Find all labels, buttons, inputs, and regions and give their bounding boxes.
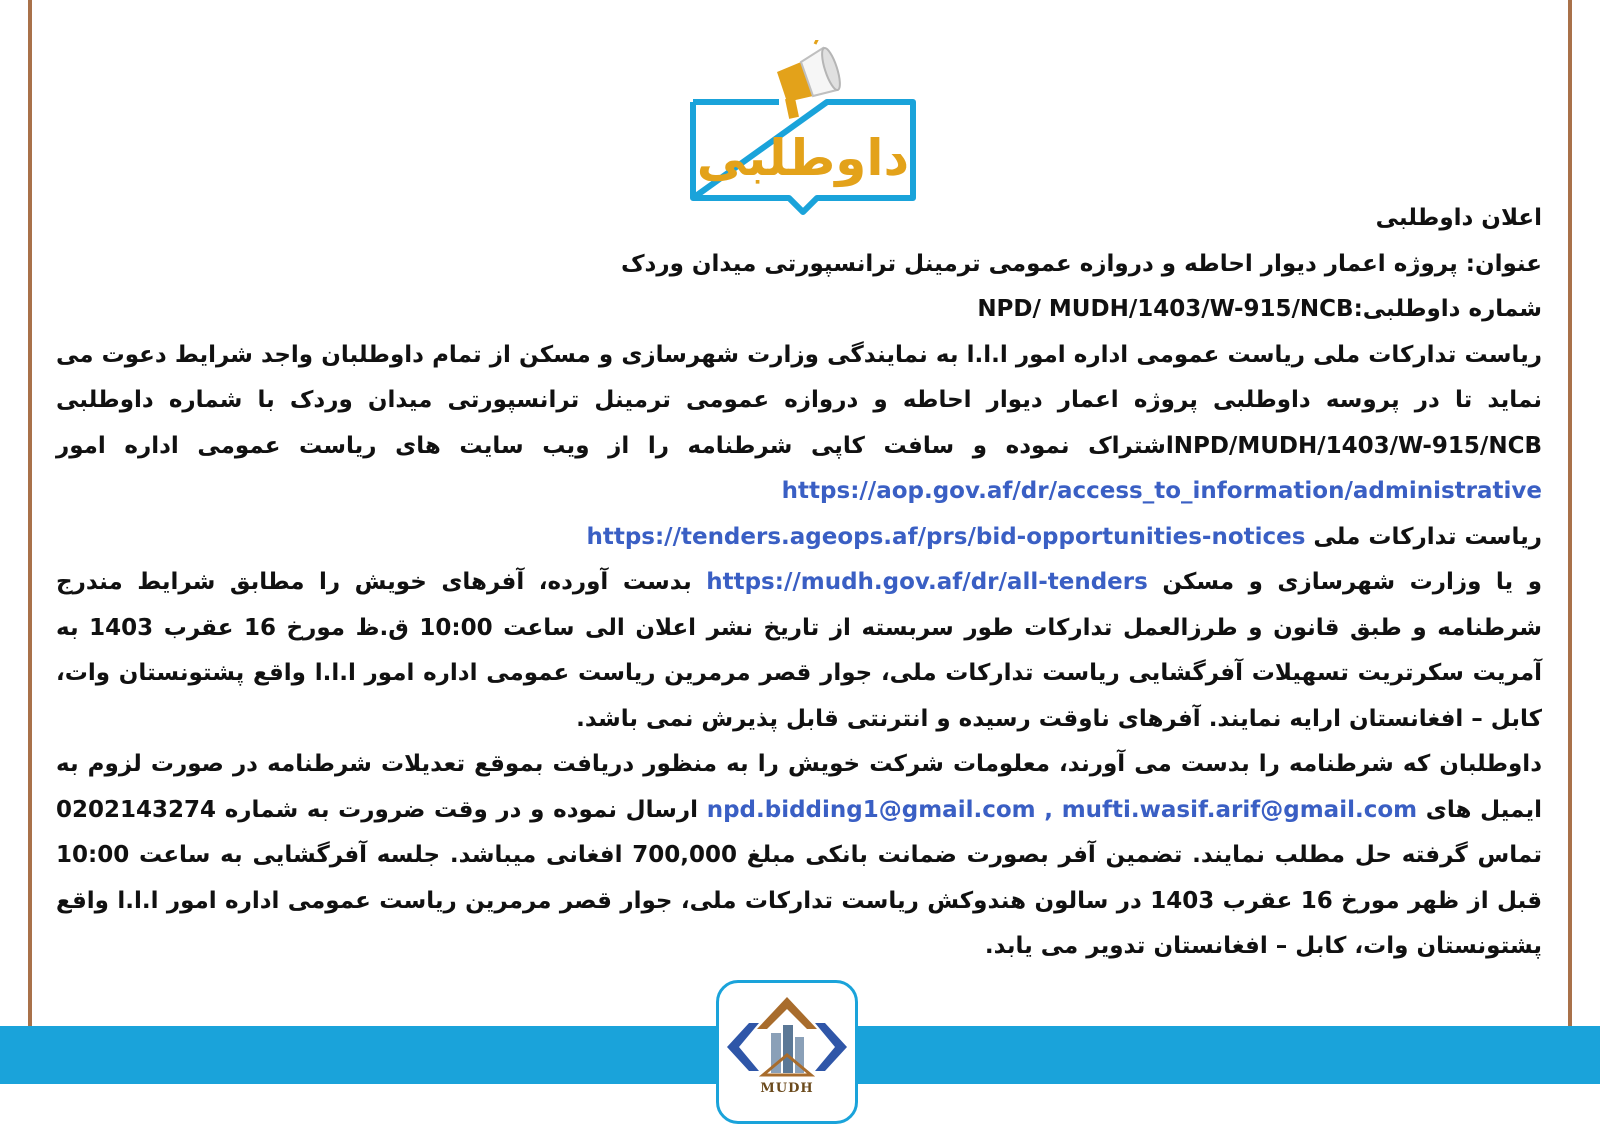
invitation-tail: اشتراک نموده و سافت کاپی شرطنامه را از ویب سایت های ریاست عمومی اداره امور	[56, 432, 1174, 459]
submission-start: و یا وزارت شهرسازی و مسکن	[1147, 569, 1542, 595]
megaphone-icon	[777, 40, 844, 119]
link-aop[interactable]: https://aop.gov.af/dr/access_to_information/administrative	[781, 478, 1542, 504]
logo-emblem	[719, 983, 855, 1121]
announcement-title: عنوان: پروژه اعمار دیوار احاطه و دروازه عمومی ترمینل ترانسپورتی میدان وردک	[621, 250, 1542, 277]
paragraph-tenders	[56, 515, 1542, 561]
invitation-text: ریاست تدارکات ملی ریاست عمومی اداره امور ا.ا.ا به نمایندگی وزارت شهرسازی و مسکن از تمام داوطلبان واجد شرایط دعوت می نماید تا در پروسه داوطلبی پروژه اعمار دیوار احاطه و دروازه عمومی ترمینل ترانسپورتی میدان وردک با شماره داوطلبی	[56, 341, 1542, 413]
tender-number-label: شماره داوطلبی:	[1353, 296, 1542, 322]
contact-emails[interactable]: npd.bidding1@gmail.com , mufti.wasif.arif@gmail.com	[706, 796, 1418, 823]
mudh-logo	[716, 980, 858, 1124]
logo-text: MUDH	[760, 1081, 814, 1096]
tender-number-line	[56, 287, 1542, 333]
contact-start: داوطلبان که شرطنامه را بدست می آورند، معلومات شرکت خویش را به منظور دریافت بموقع تعدیلات شرطنامه در صورت لزوم به ایمیل های	[56, 751, 1542, 823]
paragraph-contact	[56, 742, 1542, 970]
badge-title: داوطلبی	[696, 129, 910, 187]
link-mudh[interactable]: https://mudh.gov.af/dr/all-tenders	[706, 569, 1148, 595]
link-tenders[interactable]: https://tenders.ageops.af/prs/bid-opportunities-notices	[586, 523, 1306, 550]
tender-number-value: NPD/ MUDH/1403/W-915/NCB	[977, 296, 1354, 322]
page-frame-right	[1568, 0, 1572, 1026]
announcement-heading: اعلان داوطلبی	[1375, 205, 1542, 231]
contact-rest: ارسال نموده و در وقت ضرورت به شماره 0202143274 تماس گرفته حل مطلب نمایند. تضمین آفر بصورت ضمانت بانکی مبلغ 700,000 افغانی میباشد. جلسه آفرگشایی به ساعت 10:00 قبل از ظهر مورخ 16 عقرب 1403 در سالون هندوکش ریاست تدارکات ملی، جوار قصر مرمرین ریاست عمومی اداره امور ا.ا.ا واقع پشتونستان وات، کابل – افغانستان تدویر می یابد.	[56, 796, 1543, 959]
submission-rest: بدست آورده، آفرهای خویش را مطابق شرایط مندرج شرطنامه و طبق قانون و طرزالعمل تدارکات طور سربسته از تاریخ نشر اعلان الی ساعت 10:00 ق.ظ مورخ 16 عقرب 1403 به آمریت سکرتریت تسهیلات آفرگشایی ریاست تدارکات ملی، جوار قصر مرمرین ریاست عمومی اداره امور ا.ا.ا واقع پشتونستان وات، کابل – افغانستان ارایه نمایند. آفرهای ناوقت رسیده و انترنتی قابل پذیرش نمی باشد.	[56, 569, 1543, 732]
tenders-label: ریاست تدارکات ملی	[1305, 523, 1542, 550]
announcement-body	[56, 196, 1542, 970]
announcement-badge	[689, 40, 917, 216]
page-frame-left	[28, 0, 32, 1026]
invitation-code: NPD/MUDH/1403/W-915/NCB	[1173, 432, 1542, 459]
paragraph-invitation	[56, 333, 1542, 515]
paragraph-submission	[56, 560, 1542, 742]
